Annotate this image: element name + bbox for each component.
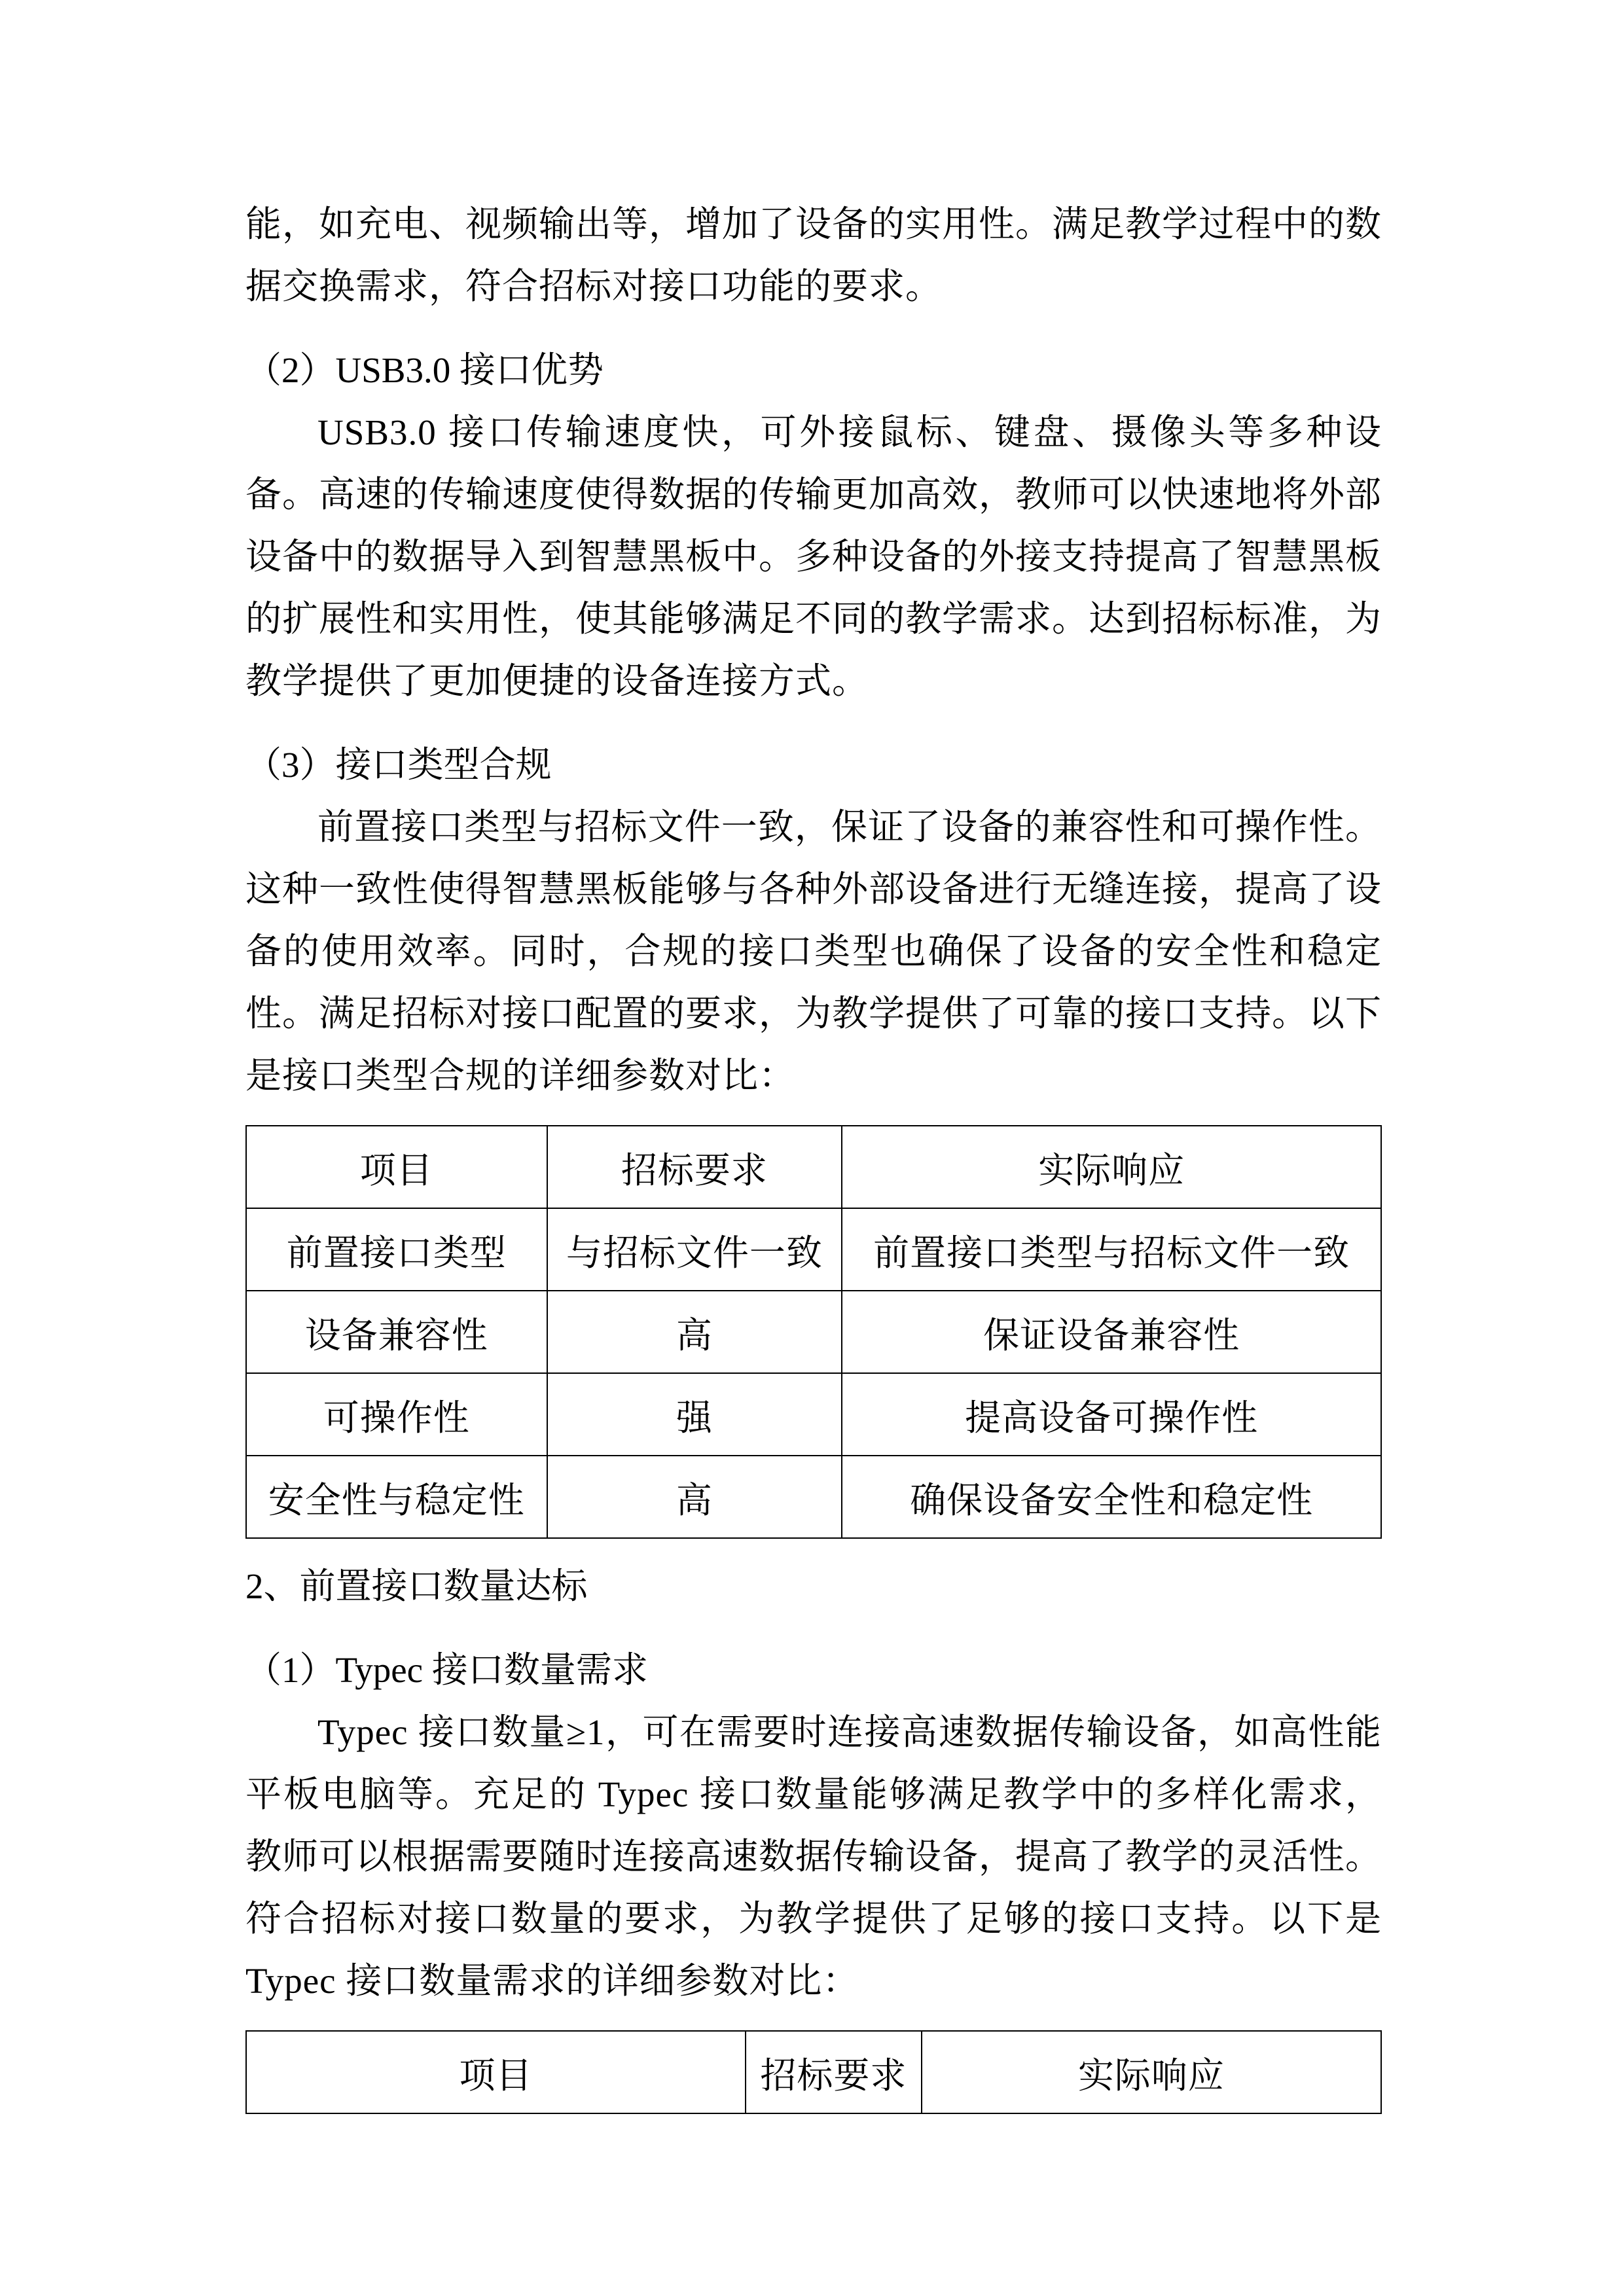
table-cell: 强 [547, 1373, 842, 1456]
table-cell: 提高设备可操作性 [842, 1373, 1381, 1456]
paragraph-typec-quantity: Typec 接口数量≥1，可在需要时连接高速数据传输设备，如高性能平板电脑等。充足的 Typec 接口数量能够满足教学中的多样化需求，教师可以根据需要随时连接高速数据传输设备，提高了教学的灵活性。符合招标对接口数量的要求，为教学提供了足够的接口支持。以下是 Typec 接口数量需求的详细参数对比： [245, 1712, 1382, 2001]
table-row [246, 1456, 1381, 1538]
table-row [246, 1373, 1381, 1456]
heading-usb3-advantage: （2）USB3.0 接口优势 [245, 350, 604, 390]
table-row [246, 1291, 1381, 1373]
table-header-response: 实际响应 [842, 1126, 1381, 1208]
table-header-item: 项目 [246, 2031, 746, 2113]
heading-interface-type-compliance: （3）接口类型合规 [245, 745, 552, 785]
table-header-item: 项目 [246, 1126, 547, 1208]
table-cell: 设备兼容性 [246, 1291, 547, 1373]
table-header-row [246, 2031, 1381, 2113]
table-cell: 确保设备安全性和稳定性 [842, 1456, 1381, 1538]
table-header-response: 实际响应 [922, 2031, 1381, 2113]
table-cell: 高 [547, 1291, 842, 1373]
table-cell: 可操作性 [246, 1373, 547, 1456]
table-cell: 前置接口类型与招标文件一致 [842, 1208, 1381, 1291]
table-cell: 前置接口类型 [246, 1208, 547, 1291]
paragraph-usb-function-continuation: 能，如充电、视频输出等，增加了设备的实用性。满足教学过程中的数据交换需求，符合招标对接口功能的要求。 [245, 204, 1382, 306]
table-cell: 安全性与稳定性 [246, 1456, 547, 1538]
table-header-requirement: 招标要求 [746, 2031, 922, 2113]
paragraph-usb3-advantage: USB3.0 接口传输速度快，可外接鼠标、键盘、摄像头等多种设备。高速的传输速度使得数据的传输更加高效，教师可以快速地将外部设备中的数据导入到智慧黑板中。多种设备的外接支持提高了智慧黑板的扩展性和实用性，使其能够满足不同的教学需求。达到招标标准，为教学提供了更加便捷的设备连接方式。 [245, 412, 1382, 701]
table-header-row [246, 1126, 1381, 1208]
table-cell: 保证设备兼容性 [842, 1291, 1381, 1373]
table-cell: 与招标文件一致 [547, 1208, 842, 1291]
table-row [246, 1208, 1381, 1291]
table-header-requirement: 招标要求 [547, 1126, 842, 1208]
interface-type-compliance-table [245, 1125, 1382, 1539]
table-cell: 高 [547, 1456, 842, 1538]
paragraph-interface-type-compliance: 前置接口类型与招标文件一致，保证了设备的兼容性和可操作性。这种一致性使得智慧黑板能够与各种外部设备进行无缝连接，提高了设备的使用效率。同时，合规的接口类型也确保了设备的安全性和稳定性。满足招标对接口配置的要求，为教学提供了可靠的接口支持。以下是接口类型合规的详细参数对比： [245, 807, 1382, 1096]
heading-section2-port-quantity: 2、前置接口数量达标 [245, 1566, 588, 1606]
heading-typec-quantity: （1）Typec 接口数量需求 [245, 1650, 648, 1690]
typec-quantity-table [245, 2030, 1382, 2114]
